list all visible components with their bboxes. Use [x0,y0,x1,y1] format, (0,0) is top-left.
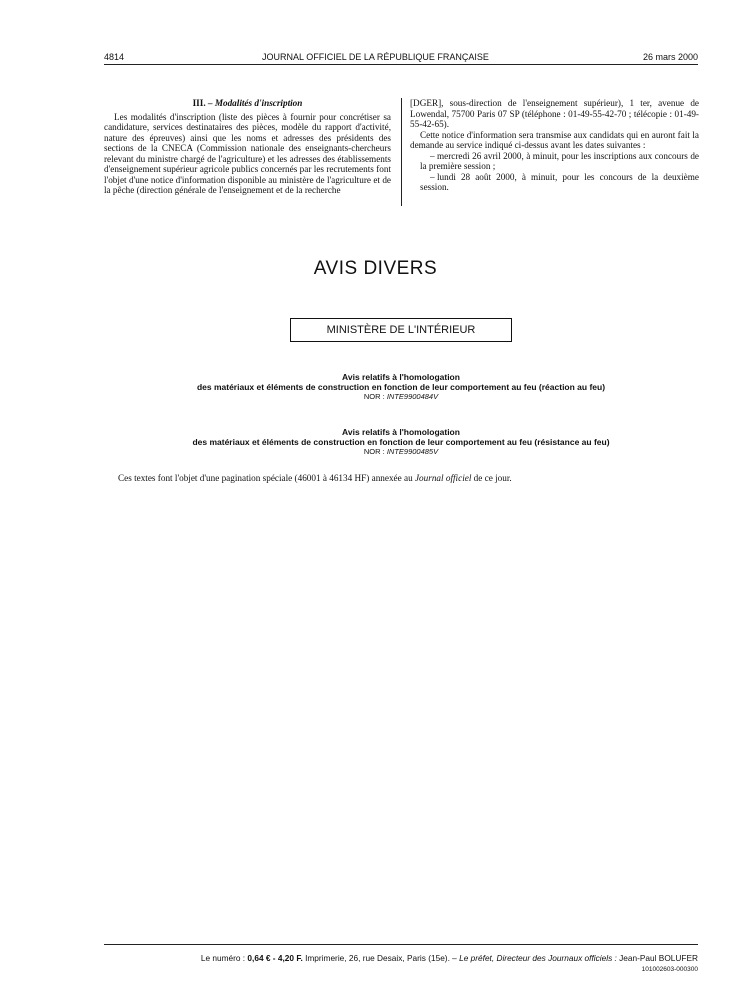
nor-value: INTE9900485V [386,447,439,456]
left-column [104,98,391,196]
section-title: Modalités d'inscription [214,98,303,108]
price-label: Le numéro : [200,953,246,963]
notice-2 [104,427,698,457]
body-text-journal: Journal officiel [414,473,472,483]
right-continuation: [DGER], sous-direction de l'enseignement supérieur), 1 ter, avenue de Lowendal, 75700 Paris 07 SP (téléphone : 01-49-55-42-70 ; télécopie : 01-49-55-42-65). [410,98,699,129]
nor-label: NOR : [363,447,385,456]
nor-reference [104,447,698,457]
nor-value: INTE9900484V [386,392,439,401]
nor-label: NOR : [363,392,385,401]
notice-subtitle: des matériaux et éléments de construction en fonction de leur comportement au feu (résistance au feu) [192,437,610,447]
director-name: Jean-Paul BOLUFER [619,953,698,963]
body-text-after: de ce jour. [473,473,512,483]
nor-reference [104,392,698,402]
ministry-box: MINISTÈRE DE L'INTÉRIEUR [290,318,512,342]
body-text-before: Ces textes font l'objet d'une pagination spéciale (46001 à 46134 HF) annexée au [118,473,413,483]
section-number: III. – [192,98,213,108]
footer-line [104,953,698,963]
notice-subtitle: des matériaux et éléments de construction en fonction de leur comportement au feu (réaction au feu) [196,382,606,392]
right-column [410,98,699,193]
body-text [118,473,698,483]
issue-date: 26 mars 2000 [642,52,698,62]
header-rule [104,64,698,65]
director-title: Le préfet, Directeur des Journaux officiels : [459,953,617,963]
footer-rule [104,944,698,945]
notice-title: Avis relatifs à l'homologation [342,427,460,437]
column-divider [401,98,402,206]
right-paragraph: Cette notice d'information sera transmise aux candidats qui en auront fait la demande au service indiqué ci-dessus avant les dates suivantes : [410,129,699,150]
printer: Imprimerie, 26, rue Desaix, Paris (15e). – [305,953,457,963]
notice-title: Avis relatifs à l'homologation [342,372,460,382]
journal-title: JOURNAL OFFICIEL DE LA RÉPUBLIQUE FRANÇAISE [262,52,489,62]
page-number: 4814 [104,52,125,62]
section-heading [104,98,391,109]
list-item: – mercredi 26 avril 2000, à minuit, pour les inscriptions aux concours de la première session ; [420,150,699,171]
footer-code: 101002603-000300 [641,966,698,973]
left-paragraph: Les modalités d'inscription (liste des pièces à fournir pour concrétiser sa candidature, services destinataires des pièces, modèle du rapport d'activité, nature des épreuves) ainsi que les noms et adresses des présidents des sections de la CNECA (Commission nationale des enseignants-chercheurs relevant du ministre chargé de l'agriculture) et les adresses des établissements d'enseignement supérieur agricole publics concernés par les recrutements font l'objet d'une notice d'information disponible au ministère de l'agriculture et de la pêche (direction générale de l'enseignement et de la recherche [104,111,391,195]
list-item: – lundi 28 août 2000, à minuit, pour les concours de la deuxième session. [420,171,699,192]
price: 0,64 € - 4,20 F. [247,953,303,963]
notice-1 [104,372,698,402]
main-heading: AVIS DIVERS [313,258,438,279]
